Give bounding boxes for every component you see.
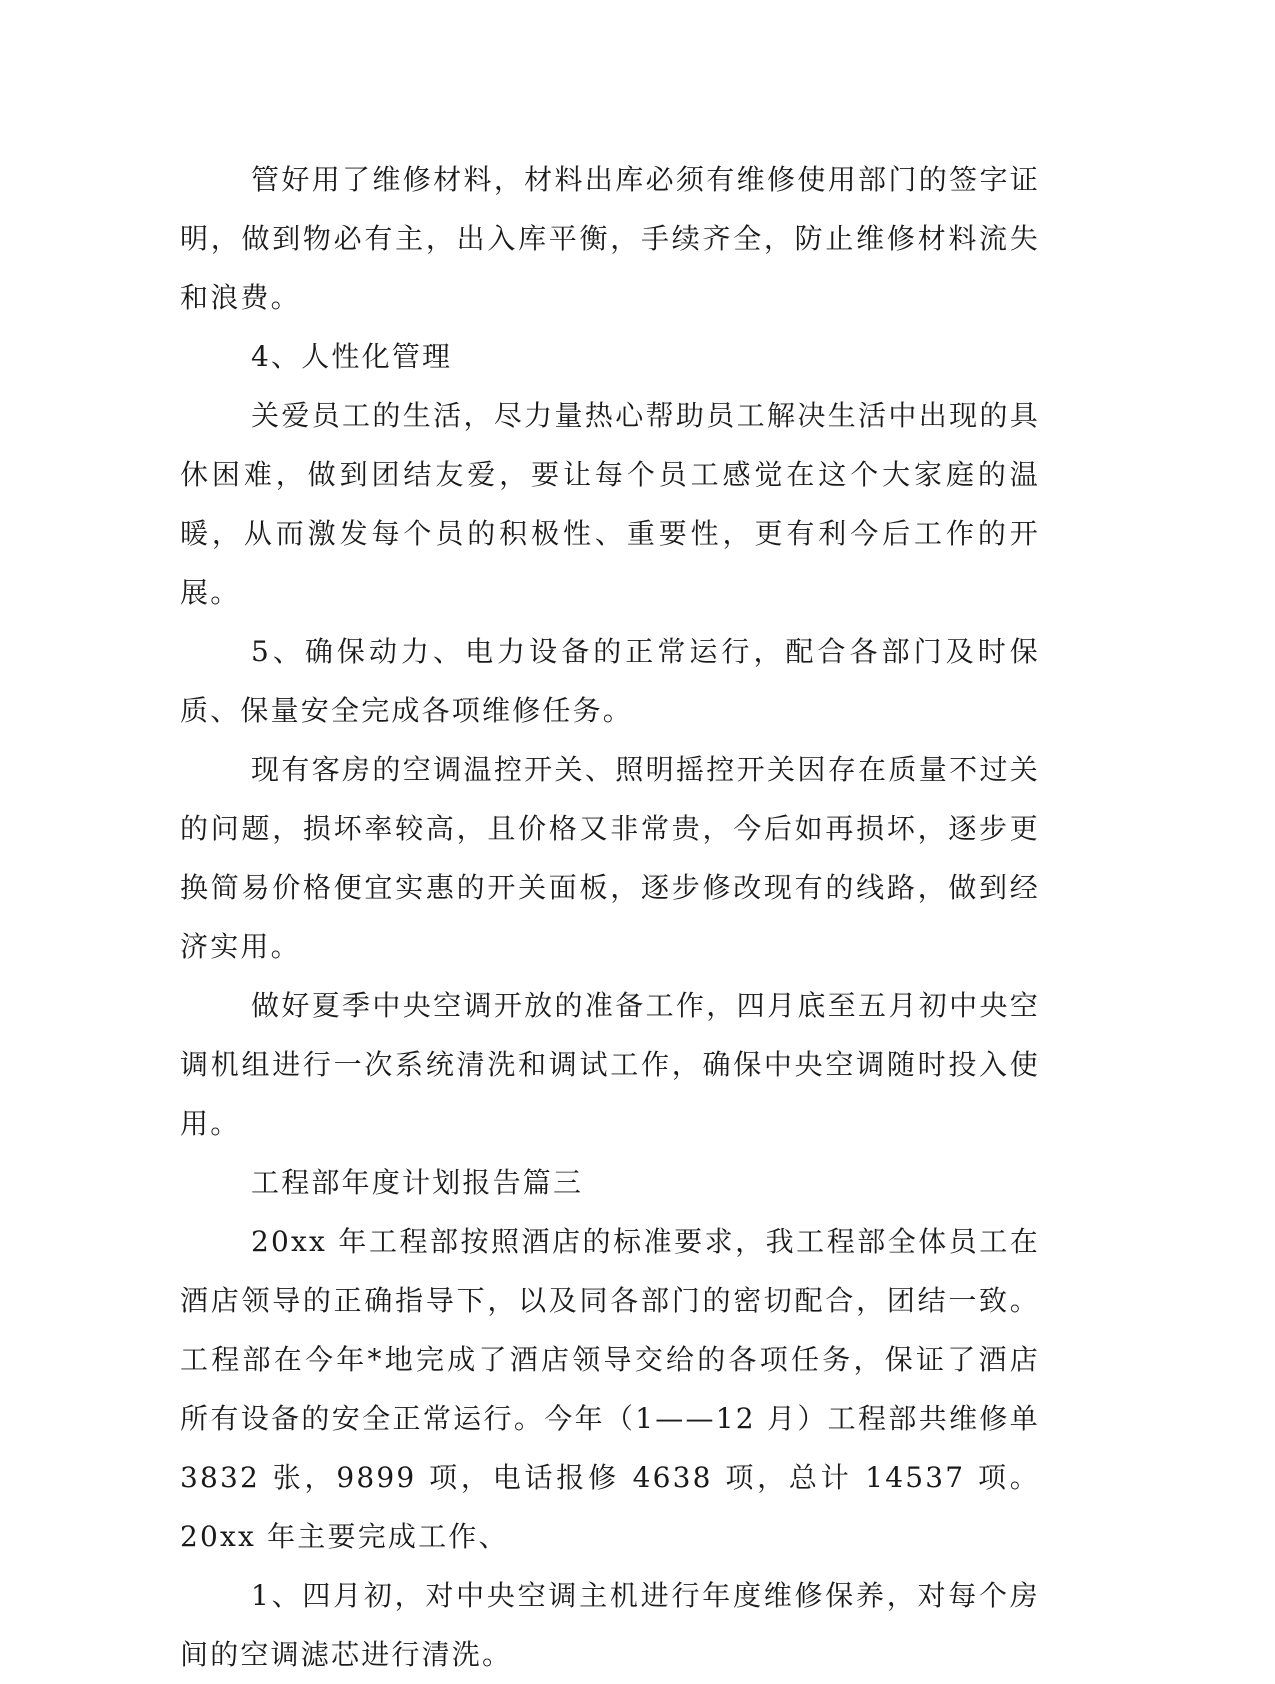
paragraph-central-ac-prep: 做好夏季中央空调开放的准备工作，四月底至五月初中央空调机组进行一次系统清洗和调试工作，确保中央空调随时投入使用。 xyxy=(180,989,1040,1140)
paragraph-room-switches: 现有客房的空调温控开关、照明摇控开关因存在质量不过关的问题，损坏率较高，且价格又非常贵，今后如再损坏，逐步更换简易价格便宜实惠的开关面板，逐步修改现有的线路，做到经济实用。 xyxy=(180,753,1040,963)
document-body xyxy=(180,150,1040,1684)
paragraph-materials-management: 管好用了维修材料，材料出库必须有维修使用部门的签字证明，做到物必有主，出入库平衡，手续齐全，防止维修材料流失和浪费。 xyxy=(180,163,1040,314)
section-title-part-three: 工程部年度计划报告篇三 xyxy=(251,1166,584,1199)
heading-humanized-management: 4、人性化管理 xyxy=(251,340,453,373)
paragraph-employee-care: 关爱员工的生活，尽力量热心帮助员工解决生活中出现的具休困难，做到团结友爱，要让每个员工感觉在这个大家庭的温暖，从而激发每个员的积极性、重要性，更有利今后工作的开展。 xyxy=(180,399,1040,609)
paragraph-annual-summary: 20xx 年工程部按照酒店的标准要求，我工程部全体员工在酒店领导的正确指导下，以及同各部门的密切配合，团结一致。工程部在今年*地完成了酒店领导交给的各项任务，保证了酒店所有设备的安全正常运行。今年（1——12 月）工程部共维修单 3832 张，9899 项，电话报修 4638 项，总计 14537 项。20xx 年主要完成工作、 xyxy=(180,1225,1040,1553)
paragraph-equipment-operation: 5、确保动力、电力设备的正常运行，配合各部门及时保质、保量安全完成各项维修任务。 xyxy=(180,635,1040,727)
paragraph-ac-maintenance: 1、四月初，对中央空调主机进行年度维修保养，对每个房间的空调滤芯进行清洗。 xyxy=(180,1579,1040,1671)
